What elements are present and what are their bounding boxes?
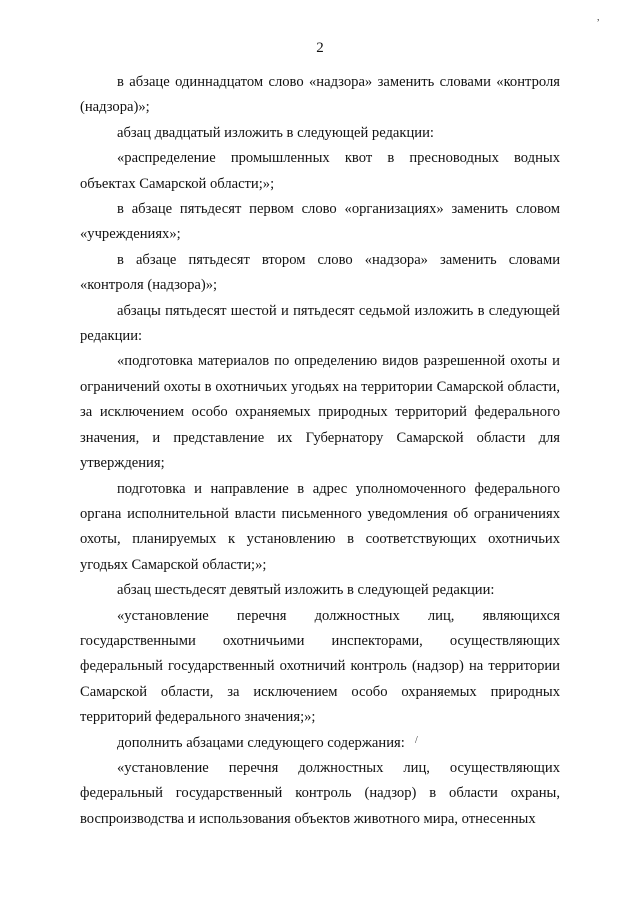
page-number: 2 xyxy=(316,40,324,56)
scan-speck: / xyxy=(415,735,418,746)
paragraph: в абзаце пятьдесят первом слово «организациях» заменить словом «учреждениях»; xyxy=(80,201,560,243)
paragraph: абзац двадцатый изложить в следующей редакции: xyxy=(117,124,434,141)
paragraph: в абзаце одиннадцатом слово «надзора» заменить словами «контроля (надзора)»; xyxy=(80,74,560,116)
document-body xyxy=(80,70,560,832)
paragraph: в абзаце пятьдесят втором слово «надзора» заменить словами «контроля (надзора)»; xyxy=(80,251,560,294)
paragraph: дополнить абзацами следующего содержания: xyxy=(117,734,405,751)
paragraph: «распределение промышленных квот в пресноводных водных объектах Самарской области;»; xyxy=(80,150,560,192)
paragraph: «подготовка материалов по определению видов разрешенной охоты и ограничений охоты в охотничьих угодьях на территории Самарской области, за исключением особо охраняемых природных территорий федерального значения, и представление их Губернатору Самарской области для утверждения; xyxy=(80,353,560,472)
scan-speck: , xyxy=(597,12,600,23)
paragraph: абзац шестьдесят девятый изложить в следующей редакции: xyxy=(117,582,495,599)
paragraph: абзацы пятьдесят шестой и пятьдесят седьмой изложить в следующей редакции: xyxy=(80,302,560,345)
paragraph: подготовка и направление в адрес уполномоченного федерального органа исполнительной власти письменного уведомления об ограничениях охоты, планируемых к установлению в соответствующих охотничьих угодьях Самарской области;»; xyxy=(80,480,560,573)
paragraph: «установление перечня должностных лиц, являющихся государственными охотничьими инспекторами, осуществляющих федеральный государственный охотничий контроль (надзор) на территории Самарской области, за исключением особо охраняемых природных территорий федерального значения;»; xyxy=(80,607,560,726)
paragraph: «установление перечня должностных лиц, осуществляющих федеральный государственный контроль (надзор) в области охраны, воспроизводства и использования объектов животного мира, отнесенных xyxy=(80,759,560,827)
